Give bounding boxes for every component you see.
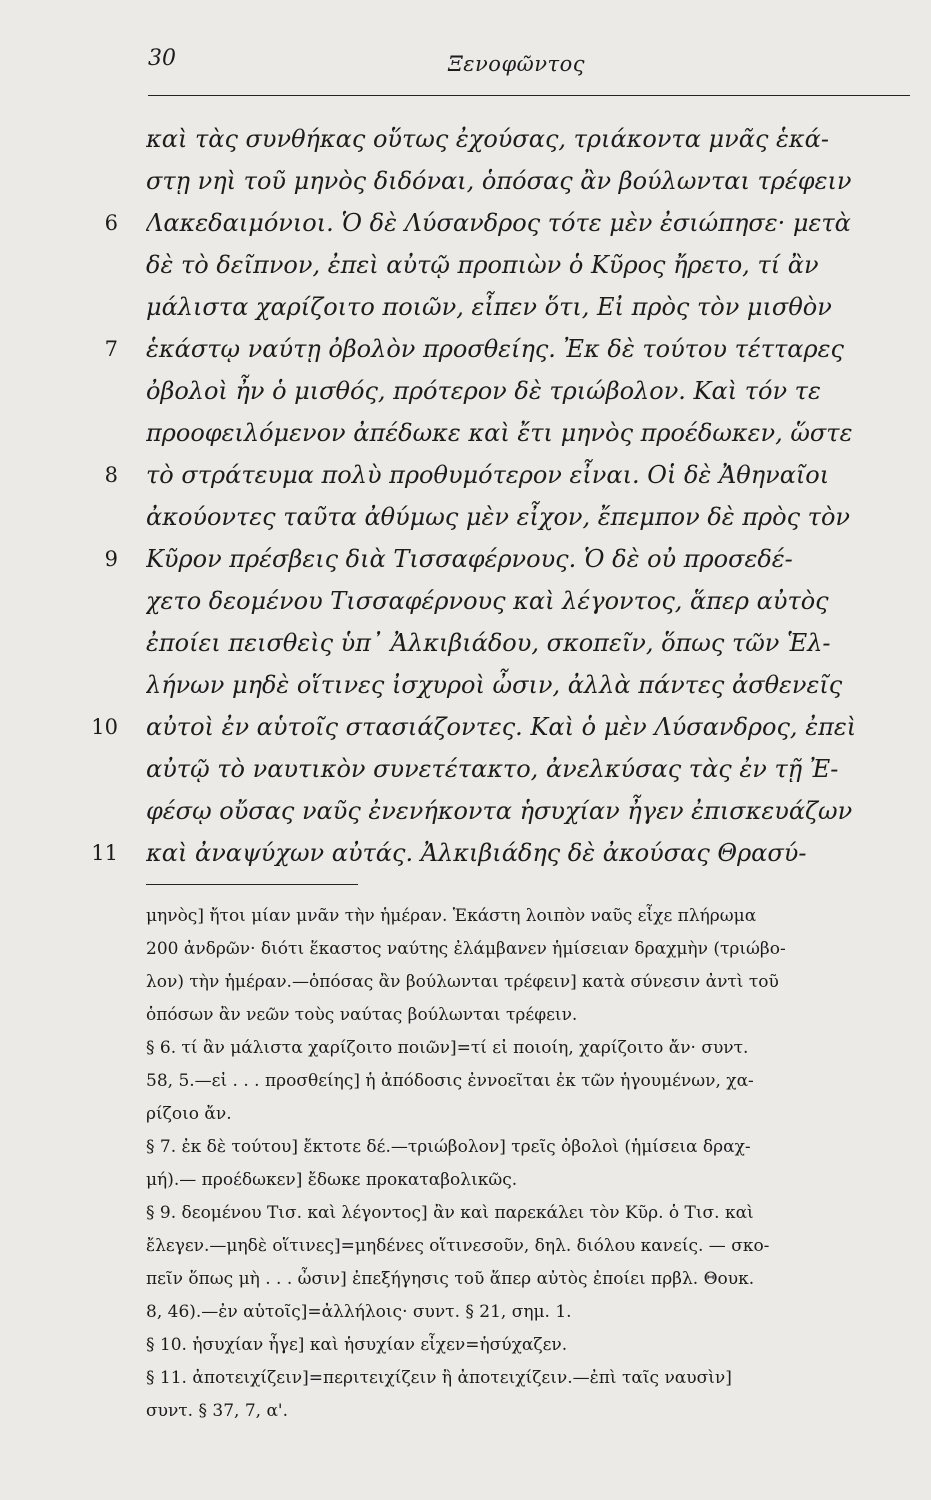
- section-number: 6: [104, 211, 118, 235]
- text-line: μάλιστα χαρίζοιτο ποιῶν, εἶπεν ὅτι, Εἰ πρὸς τὸν μισθὸν: [146, 293, 832, 321]
- running-title: Ξενοφῶντος: [448, 52, 586, 76]
- text-line: προοφειλόμενον ἀπέδωκε καὶ ἔτι μηνὸς προέδωκεν, ὥστε: [146, 419, 853, 447]
- section-number: [78, 664, 118, 706]
- text-line: ἀκούοντες ταῦτα ἀθύμως μὲν εἶχον, ἔπεμπον δὲ πρὸς τὸν: [146, 503, 850, 531]
- footnote-line: συντ. § 37, 7, α'.: [146, 1401, 289, 1421]
- text-line: δὲ τὸ δεῖπνον, ἐπεὶ αὐτῷ προπιὼν ὁ Κῦρος ἤρετο, τί ἂν: [146, 251, 819, 279]
- section-number: 9: [104, 547, 118, 571]
- text-line: καὶ τὰς συνθήκας οὕτως ἐχούσας, τριάκοντα μνᾶς ἑκά-: [146, 125, 829, 153]
- footnote-line: § 6. τί ἂν μάλιστα χαρίζοιτο ποιῶν]=τί εἰ ποιοίη, χαρίζοιτο ἄν· συντ.: [146, 1038, 749, 1058]
- footnote-line: 200 ἀνδρῶν· διότι ἕκαστος ναύτης ἐλάμβανεν ἡμίσειαν δραχμὴν (τριώβο-: [146, 939, 786, 959]
- text-line: χετο δεομένου Τισσαφέρνους καὶ λέγοντος, ἅπερ αὐτὸς: [146, 587, 829, 615]
- text-line: Λακεδαιμόνιοι. Ὁ δὲ Λύσανδρος τότε μὲν ἐσιώπησε· μετὰ: [146, 209, 851, 237]
- section-number: [78, 580, 118, 622]
- text-line: ἑκάστῳ ναύτῃ ὀβολὸν προσθείης. Ἐκ δὲ τούτου τέτταρες: [146, 335, 844, 363]
- section-number: [78, 496, 118, 538]
- page-header: [148, 44, 910, 94]
- footnote-line: λον) τὴν ἡμέραν.—ὁπόσας ἂν βούλωνται τρέφειν] κατὰ σύνεσιν ἀντὶ τοῦ: [146, 972, 779, 992]
- text-line: φέσῳ οὔσας ναῦς ἐνενήκοντα ἡσυχίαν ἦγεν ἐπισκευάζων: [146, 797, 853, 825]
- text-line: Κῦρον πρέσβεις διὰ Τισσαφέρνους. Ὁ δὲ οὐ προσεδέ-: [146, 545, 793, 573]
- section-number: [78, 790, 118, 832]
- section-number: 11: [91, 841, 118, 865]
- text-line: ὀβολοὶ ἦν ὁ μισθός, πρότερον δὲ τριώβολον. Καὶ τόν τε: [146, 377, 821, 405]
- text-line: αὐτῷ τὸ ναυτικὸν συνετέτακτο, ἀνελκύσας τὰς ἐν τῇ Ἐ-: [146, 755, 839, 783]
- text-line: τὸ στράτευμα πολὺ προθυμότερον εἶναι. Οἱ δὲ Ἀθηναῖοι: [146, 461, 830, 489]
- footnote-line: μή).— προέδωκεν] ἔδωκε προκαταβολικῶς.: [146, 1170, 518, 1190]
- section-number: [78, 160, 118, 202]
- section-number: [78, 286, 118, 328]
- footnote-line: 58, 5.—εἰ . . . προσθείης] ἡ ἀπόδοσις ἐννοεῖται ἐκ τῶν ἡγουμένων, χα-: [146, 1071, 754, 1091]
- footnote-line: πεῖν ὅπως μὴ . . . ὦσιν] ἐπεξήγησις τοῦ ἅπερ αὐτὸς ἐποίει πρβλ. Θουκ.: [146, 1269, 755, 1289]
- footnote-line: § 11. ἀποτειχίζειν]=περιτειχίζειν ἢ ἀποτειχίζειν.—ἐπὶ ταῖς ναυσὶν]: [146, 1368, 732, 1388]
- footnote-rule: [146, 884, 358, 885]
- text-line: λήνων μηδὲ οἵτινες ἰσχυροὶ ὦσιν, ἀλλὰ πάντες ἀσθενεῖς: [146, 671, 843, 699]
- page-number: 30: [148, 46, 176, 71]
- text-line: ἐποίει πεισθεὶς ὑπ᾽ Ἀλκιβιάδου, σκοπεῖν, ὅπως τῶν Ἑλ-: [146, 629, 831, 657]
- text-line: καὶ ἀναψύχων αὐτάς. Ἀλκιβιάδης δὲ ἀκούσας Θρασύ-: [146, 839, 807, 867]
- footnote-line: ἔλεγεν.—μηδὲ οἵτινες]=μηδένες οἵτινεσοῦν, δηλ. διόλου κανείς. — σκο-: [146, 1236, 770, 1256]
- text-line: αὐτοὶ ἐν αὑτοῖς στασιάζοντες. Καὶ ὁ μὲν Λύσανδρος, ἐπεὶ: [146, 713, 857, 741]
- footnote-line: ὁπόσων ἂν νεῶν τοὺς ναύτας βούλωνται τρέφειν.: [146, 1005, 578, 1025]
- footnote-line: 8, 46).—ἐν αὑτοῖς]=ἀλλήλοις· συντ. § 21, σημ. 1.: [146, 1302, 572, 1322]
- footnote-line: μηνὸς] ἤτοι μίαν μνᾶν τὴν ἡμέραν. Ἑκάστη λοιπὸν ναῦς εἶχε πλήρωμα: [146, 906, 757, 926]
- section-number: [78, 244, 118, 286]
- section-number: [78, 748, 118, 790]
- footnote-line: § 7. ἐκ δὲ τούτου] ἔκτοτε δέ.—τριώβολον] τρεῖς ὀβολοὶ (ἡμίσεια δραχ-: [146, 1137, 751, 1157]
- section-number: 7: [104, 337, 118, 361]
- section-number: [78, 622, 118, 664]
- section-number: 8: [104, 463, 118, 487]
- text-line: στῃ νηὶ τοῦ μηνὸς διδόναι, ὁπόσας ἂν βούλωνται τρέφειν: [146, 167, 852, 195]
- section-number: [78, 412, 118, 454]
- footnote-line: § 9. δεομένου Τισ. καὶ λέγοντος] ἂν καὶ παρεκάλει τὸν Κῦρ. ὁ Τισ. καὶ: [146, 1203, 754, 1223]
- section-number: 10: [91, 715, 118, 739]
- section-number: [78, 118, 118, 160]
- footnote-line: ρίζοιο ἄν.: [146, 1104, 232, 1124]
- footnotes: [0, 900, 931, 1490]
- main-text: [0, 118, 931, 878]
- footnote-line: § 10. ἡσυχίαν ἦγε] καὶ ἡσυχίαν εἶχεν=ἡσύχαζεν.: [146, 1335, 568, 1355]
- header-rule: [148, 95, 910, 96]
- section-number: [78, 370, 118, 412]
